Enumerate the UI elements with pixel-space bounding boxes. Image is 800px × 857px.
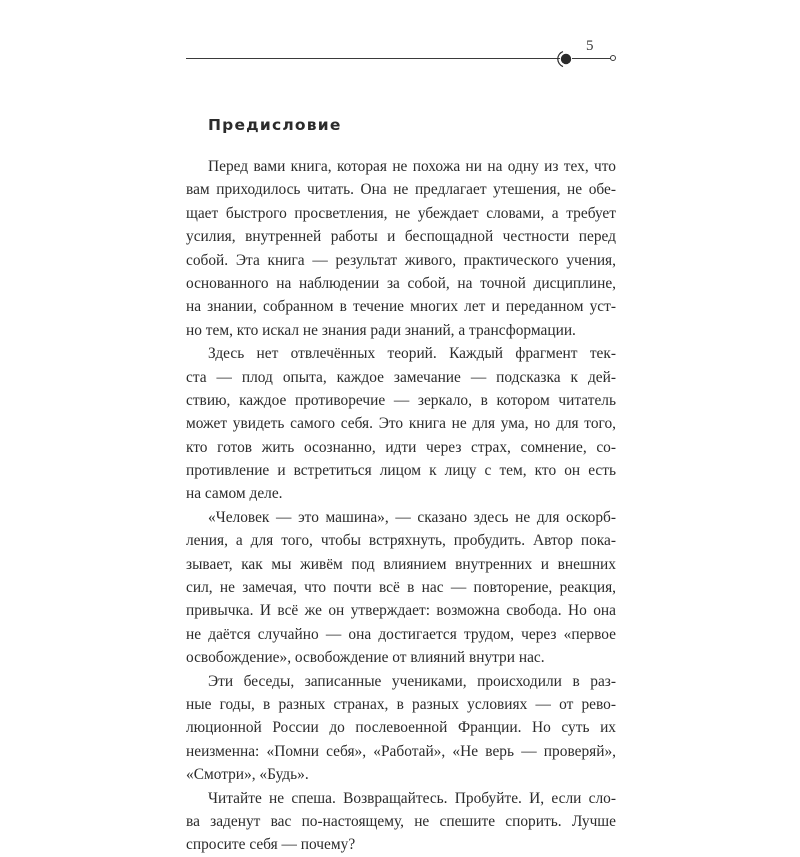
text-line: ста — плод опыта, каждое замечание — подсказка к дей- (186, 368, 616, 386)
header-rule-left (186, 58, 560, 59)
paragraph (186, 506, 616, 670)
text-line: привычка. И всё же он утверждает: возможна свобода. Но она (186, 602, 616, 620)
text-line: Читайте не спеша. Возвращайтесь. Пробуйте. И, если сло- (208, 789, 616, 807)
text-line: Здесь нет отвлечённых теорий. Каждый фрагмент тек- (208, 345, 616, 363)
text-line: на самом деле. (186, 485, 283, 503)
text-line: люционной России до послевоенной Франции. Но суть их (186, 719, 616, 737)
text-line: кто готов жить осознанно, идти через страх, сомнение, со- (186, 438, 616, 456)
text-line: противление и встретиться лицом к лицу с тем, кто он есть (186, 462, 616, 480)
text-line: «Смотри», «Будь». (186, 766, 309, 784)
text-line: но тем, кто искал не знания ради знаний, а трансформации. (186, 321, 576, 339)
text-line: «Человек — это машина», — сказано здесь не для оскорб- (208, 508, 616, 526)
text-line: может увидеть самого себя. Это книга не для ума, но для того, (186, 415, 616, 433)
text-line: Перед вами книга, которая не похожа ни на одну из тех, что (208, 158, 616, 175)
text-line: спросите себя — почему? (186, 836, 356, 854)
text-line: основанного на наблюдении за собой, на точной дисциплине, (186, 274, 616, 292)
crescent-ornament-icon (555, 48, 577, 70)
text-line: не даётся случайно — она достигается трудом, через «первое (186, 625, 616, 643)
text-line: неизменна: «Помни себя», «Работай», «Не верь — проверяй», (186, 742, 616, 760)
chapter-title: Предисловие (208, 116, 342, 134)
paragraph (186, 787, 616, 857)
text-line: ные годы, в разных странах, в разных условиях — от рево- (186, 695, 616, 713)
text-line: освобождение», освобождение от влияний внутри нас. (186, 649, 545, 667)
text-line: собой. Эта книга — результат живого, практического учения, (186, 251, 616, 269)
page-number: 5 (586, 38, 594, 54)
text-line: вам приходилось читать. Она не предлагает утешения, не обе- (186, 181, 616, 199)
text-line: ствию, каждое противоречие — зеркало, в котором читатель (186, 391, 616, 409)
text-line: усилия, внутренней работы и беспощадной честности перед (186, 228, 616, 246)
text-line: ления, а для того, чтобы встряхнуть, пробудить. Автор пока- (186, 532, 616, 550)
paragraph (186, 342, 616, 506)
paragraph (186, 155, 616, 342)
text-line: Эти беседы, записанные учениками, происходили в раз- (208, 672, 616, 690)
text-line: на знании, собранном в течение многих лет и переданном уст- (186, 298, 616, 316)
text-line: ва заденут вас по-настоящему, не спешите спорить. Лучше (186, 812, 616, 830)
text-line: сил, не замечая, что почти всё в нас — повторение, реакция, (186, 579, 616, 597)
body-text (186, 155, 616, 857)
text-line: зывает, как мы живём под влиянием внутренних и внешних (186, 555, 616, 573)
text-line: щает быстрого просветления, не убеждает словами, а требует (186, 204, 616, 222)
header-rule-right (572, 58, 612, 59)
paragraph (186, 670, 616, 787)
rule-end-dot-icon (610, 55, 616, 61)
